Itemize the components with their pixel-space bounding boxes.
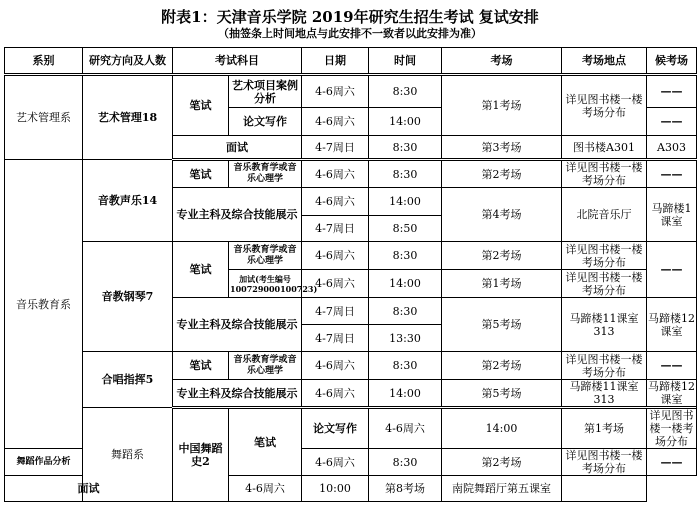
time-cell: 13:30 bbox=[369, 325, 442, 352]
location-cell: 详见图书楼一楼考场分布 bbox=[562, 270, 647, 298]
dept-cell: 艺术管理系 bbox=[5, 75, 83, 160]
subject-cell: 论文写作 bbox=[229, 108, 302, 136]
written-label: 笔试 bbox=[229, 408, 302, 476]
room-cell: 第5考场 bbox=[442, 380, 562, 408]
subject-cell: 音乐教育学或音乐心理学 bbox=[229, 352, 302, 380]
direction-cell: 艺术管理18 bbox=[83, 75, 173, 160]
subject-cell: 专业主科及综合技能展示 bbox=[173, 380, 302, 408]
location-cell: 图书楼A301 bbox=[562, 136, 647, 160]
time-cell: 8:30 bbox=[369, 75, 442, 108]
room-cell: 第8考场 bbox=[369, 476, 442, 502]
time-cell: 14:00 bbox=[442, 408, 562, 449]
date-cell: 4-6周六 bbox=[302, 188, 369, 216]
time-cell: 14:00 bbox=[369, 188, 442, 216]
dept-cell: 舞蹈系 bbox=[83, 408, 173, 502]
room-cell: 第2考场 bbox=[442, 160, 562, 188]
direction-cell: 中国舞蹈史2 bbox=[173, 408, 229, 502]
time-cell: 8:50 bbox=[369, 216, 442, 242]
schedule-table bbox=[4, 47, 697, 502]
date-cell: 4-6周六 bbox=[369, 408, 442, 449]
wait-cell: —— bbox=[647, 108, 697, 136]
wait-cell: A303 bbox=[647, 136, 697, 160]
date-cell: 4-7周日 bbox=[302, 216, 369, 242]
header-time: 时间 bbox=[369, 48, 442, 75]
table-row bbox=[5, 352, 697, 380]
subject-cell: 论文写作 bbox=[302, 408, 369, 449]
page-title: 附表1：天津音乐学院 2019年研究生招生考试 复试安排 bbox=[161, 8, 539, 26]
wait-cell: —— bbox=[647, 449, 697, 476]
time-cell: 8:30 bbox=[369, 352, 442, 380]
date-cell: 4-7周日 bbox=[302, 298, 369, 325]
subject-cell: 舞蹈作品分析 bbox=[5, 449, 83, 476]
date-cell: 4-6周六 bbox=[302, 352, 369, 380]
header-wait-room: 候考场 bbox=[647, 48, 697, 75]
room-cell: 第2考场 bbox=[442, 352, 562, 380]
date-cell: 4-6周六 bbox=[302, 75, 369, 108]
table-row bbox=[5, 160, 697, 188]
subject-cell: 专业主科及综合技能展示 bbox=[173, 188, 302, 242]
page-subtitle: （抽签条上时间地点与此安排不一致者以此安排为准） bbox=[218, 27, 482, 40]
subject-cell: 专业主科及综合技能展示 bbox=[173, 298, 302, 352]
wait-cell: 马蹄楼12课室 bbox=[648, 380, 695, 406]
location-cell: 北院音乐厅 bbox=[562, 188, 647, 242]
wait-cell bbox=[562, 476, 647, 502]
location-cell: 马蹄楼11课室313 bbox=[562, 380, 647, 408]
wait-cell: 马蹄楼1课室 bbox=[647, 188, 697, 242]
date-cell: 4-6周六 bbox=[302, 449, 369, 476]
room-cell: 第5考场 bbox=[442, 298, 562, 352]
header-direction: 研究方向及人数 bbox=[83, 48, 173, 75]
wait-cell: —— bbox=[647, 242, 697, 298]
dept-cell: 音乐教育系 bbox=[5, 160, 83, 449]
location-cell: 详见图书楼一楼考场分布 bbox=[562, 242, 647, 270]
room-cell: 第2考场 bbox=[442, 242, 562, 270]
time-cell: 14:00 bbox=[369, 380, 442, 408]
location-cell: 详见图书楼一楼考场分布 bbox=[562, 75, 647, 136]
date-cell: 4-7周日 bbox=[302, 136, 369, 160]
location-cell: 详见图书楼一楼考场分布 bbox=[562, 160, 647, 188]
location-cell: 南院舞蹈厅第五课室 bbox=[442, 476, 562, 502]
room-cell: 第1考场 bbox=[442, 75, 562, 136]
subject-cell: 音乐教育学或音乐心理学 bbox=[229, 160, 302, 188]
date-cell: 4-6周六 bbox=[302, 108, 369, 136]
wait-cell: —— bbox=[647, 75, 697, 108]
written-label: 笔试 bbox=[173, 75, 229, 136]
time-cell: 8:30 bbox=[369, 449, 442, 476]
wait-cell: —— bbox=[647, 352, 697, 380]
date-cell: 4-7周日 bbox=[302, 325, 369, 352]
header-row bbox=[5, 48, 697, 75]
time-cell: 10:00 bbox=[302, 476, 369, 502]
location-cell: 详见图书楼一楼考场分布 bbox=[562, 449, 647, 476]
time-cell: 14:00 bbox=[369, 108, 442, 136]
header-subject: 考试科目 bbox=[173, 48, 302, 75]
date-cell: 4-6周六 bbox=[302, 160, 369, 188]
location-cell: 详见图书楼一楼考场分布 bbox=[647, 408, 697, 449]
header-date: 日期 bbox=[302, 48, 369, 75]
wait-cell: 马蹄楼12课室 bbox=[647, 298, 697, 352]
time-cell: 8:30 bbox=[369, 298, 442, 325]
header-dept: 系别 bbox=[5, 48, 83, 75]
wait-cell: —— bbox=[647, 160, 697, 188]
direction-cell: 音教声乐14 bbox=[83, 160, 173, 242]
location-cell: 详见图书楼一楼考场分布 bbox=[562, 352, 647, 380]
direction-cell: 音教钢琴7 bbox=[83, 242, 173, 352]
header-location: 考场地点 bbox=[562, 48, 647, 75]
room-cell: 第1考场 bbox=[562, 408, 647, 449]
written-label: 笔试 bbox=[173, 160, 229, 188]
written-label: 笔试 bbox=[173, 352, 229, 380]
room-cell: 第4考场 bbox=[442, 188, 562, 242]
interview-label: 面试 bbox=[173, 136, 302, 160]
date-cell: 4-6周六 bbox=[302, 270, 369, 298]
room-cell: 第2考场 bbox=[442, 449, 562, 476]
room-cell: 第3考场 bbox=[442, 136, 562, 160]
table-row bbox=[5, 75, 697, 108]
table-row bbox=[5, 242, 697, 270]
room-cell: 第1考场 bbox=[442, 270, 562, 298]
time-cell: 8:30 bbox=[369, 160, 442, 188]
interview-label: 面试 bbox=[5, 476, 173, 502]
date-cell: 4-6周六 bbox=[302, 242, 369, 270]
time-cell: 14:00 bbox=[369, 270, 442, 298]
written-label: 笔试 bbox=[173, 242, 229, 298]
table-row bbox=[5, 408, 697, 449]
subject-cell: 加试(考生编号100729000100723) bbox=[229, 270, 302, 298]
date-cell: 4-6周六 bbox=[229, 476, 302, 502]
subject-cell: 艺术项目案例分析 bbox=[229, 75, 302, 108]
direction-cell: 合唱指挥5 bbox=[83, 352, 173, 408]
header-room: 考场 bbox=[442, 48, 562, 75]
time-cell: 8:30 bbox=[369, 242, 442, 270]
date-cell: 4-6周六 bbox=[302, 380, 369, 408]
subject-cell: 音乐教育学或音乐心理学 bbox=[229, 242, 302, 270]
location-cell: 马蹄楼11课室313 bbox=[562, 298, 647, 352]
time-cell: 8:30 bbox=[369, 136, 442, 160]
table-row bbox=[5, 476, 697, 502]
